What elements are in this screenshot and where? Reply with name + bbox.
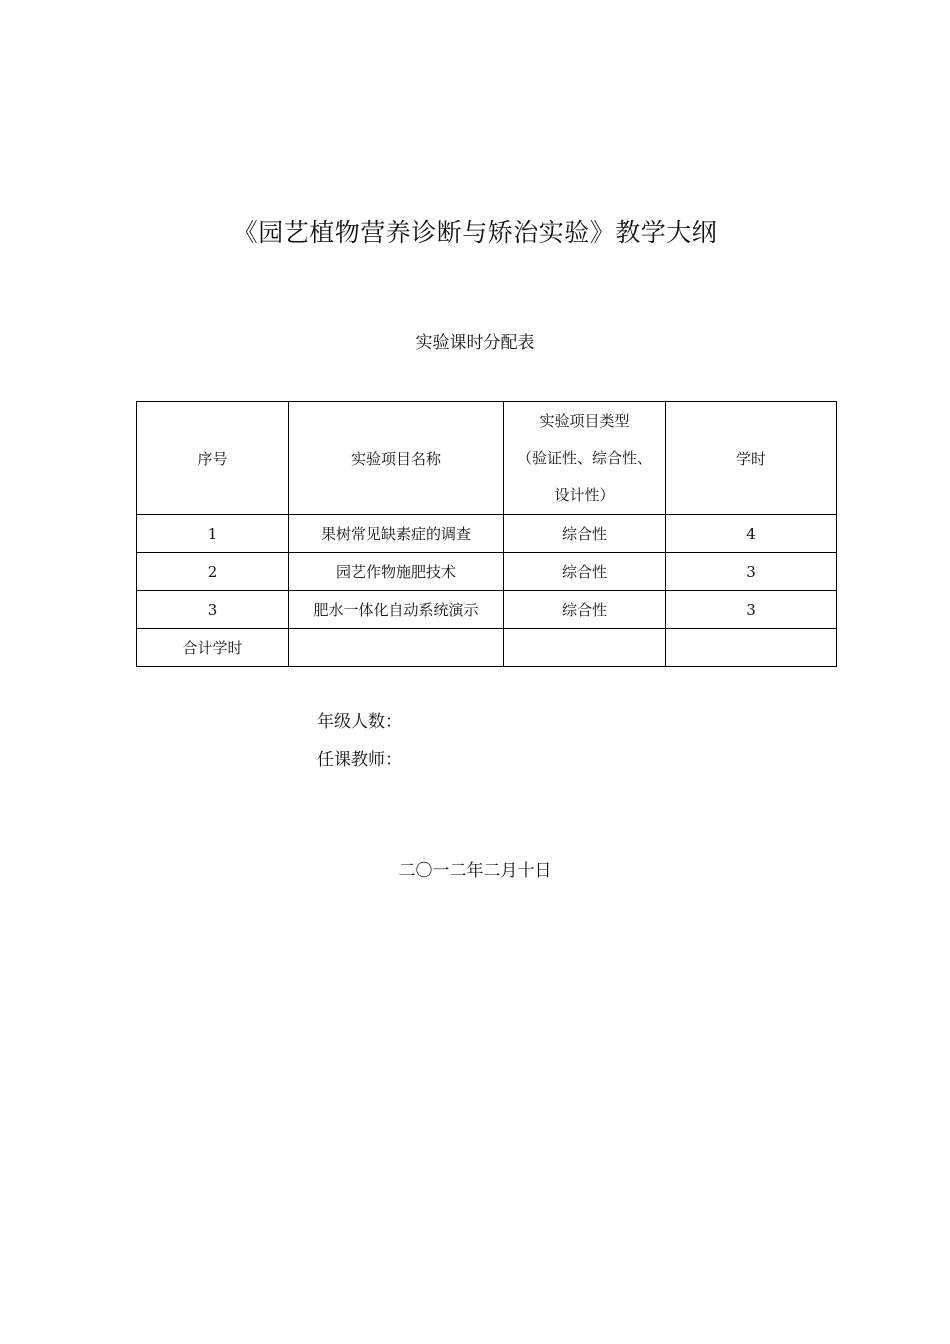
row-index: 3 xyxy=(137,591,289,629)
row-name: 果树常见缺素症的调查 xyxy=(289,515,504,553)
header-type-line3: 设计性） xyxy=(554,485,615,504)
row-index: 2 xyxy=(137,553,289,591)
header-type-line1: 实验项目类型 xyxy=(539,411,630,430)
row-index: 1 xyxy=(137,515,289,553)
table-row xyxy=(137,591,837,629)
table-row xyxy=(137,553,837,591)
table-caption: 实验课时分配表 xyxy=(415,333,535,353)
row-type: 综合性 xyxy=(504,553,666,591)
table-row xyxy=(137,515,837,553)
teacher-label: 任课教师： xyxy=(317,750,402,770)
header-type-line2: （验证性、综合性、 xyxy=(516,448,652,467)
header-name: 实验项目名称 xyxy=(289,402,504,515)
header-index: 序号 xyxy=(137,402,289,515)
total-type-cell xyxy=(504,629,666,667)
lab-hours-table xyxy=(136,401,837,667)
total-name-cell xyxy=(289,629,504,667)
header-type xyxy=(504,402,666,515)
table-total-row xyxy=(137,629,837,667)
row-type: 综合性 xyxy=(504,591,666,629)
row-hours: 3 xyxy=(666,591,837,629)
total-label: 合计学时 xyxy=(137,629,289,667)
header-hours: 学时 xyxy=(666,402,837,515)
row-hours: 3 xyxy=(666,553,837,591)
row-name: 园艺作物施肥技术 xyxy=(289,553,504,591)
document-title: 《园艺植物营养诊断与矫治实验》教学大纲 xyxy=(232,218,718,247)
row-hours: 4 xyxy=(666,515,837,553)
table-header-row xyxy=(137,402,837,515)
row-type: 综合性 xyxy=(504,515,666,553)
total-hours-cell xyxy=(666,629,837,667)
row-name: 肥水一体化自动系统演示 xyxy=(289,591,504,629)
document-date: 二〇一二年二月十日 xyxy=(398,861,552,881)
grade-count-label: 年级人数： xyxy=(317,712,402,732)
